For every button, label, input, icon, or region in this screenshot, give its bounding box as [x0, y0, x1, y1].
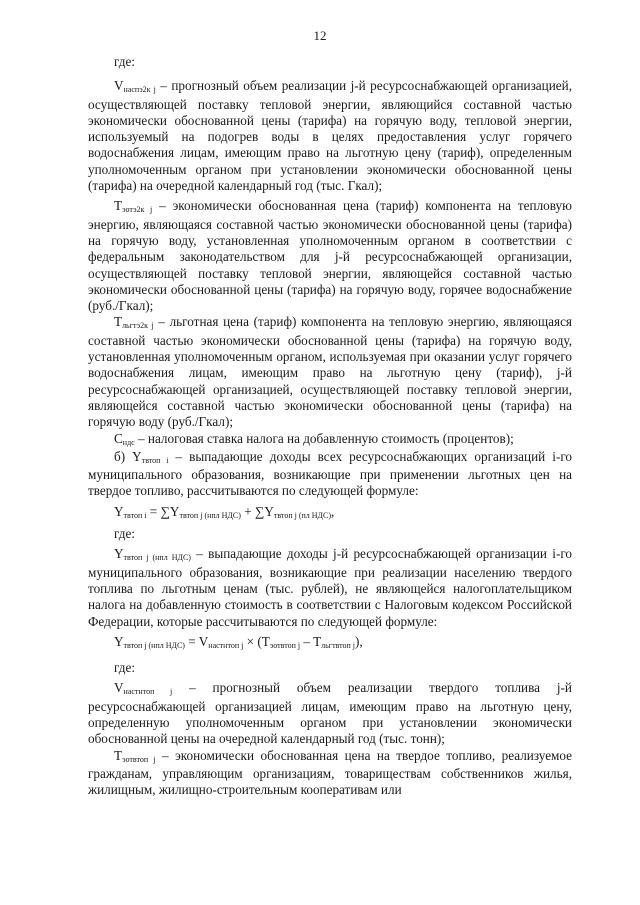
definition-t-economic-fuel-price: Tэотвтоп j – экономически обоснованная цена на твердое топливо, реализуемое гражданам, управляющим организациям, товариществам собственников жилья, жилищным, жилищно-строительным кооперативам или	[88, 747, 573, 798]
where-label-1: где:	[114, 54, 135, 69]
definition-y-lost-income-non-vat: Yтвтоп j (нпл НДС) – выпадающие доходы j-й ресурсоснабжающей организации i-го муниципального образования, возникающие при реализации населению твердого топлива по льготным ценам (тыс. рублей), не являющейся налогоплательщиком налога на добавленную стоимость в соответствии с Налоговым кодексом Российской Федерации, которые рассчитываются по следующей формуле:	[88, 546, 573, 629]
where-label-3: где:	[114, 660, 135, 676]
definition-t-economic-heat-price: Tэотэ2к j – экономически обоснованная цена (тариф) компонента на тепловую энергию, являющаяся составной частью экономически обоснованной цены (тарифа) на горячую воду, установленная уполномоченным органом в соответствии с федеральным законодательством для j-й ресурсоснабжающей организации, осуществляющей поставку тепловой энергии, являющейся составной частью экономически обоснованной цены (тарифа) на горячую воду, горячее водоснабжение (руб./Гкал);	[88, 198, 572, 314]
document-body	[88, 54, 572, 798]
page-number: 12	[313, 28, 327, 43]
formula-total-lost-income: Yтвтоп i = ∑Yтвтоп j (нпл НДС) + ∑Yтвтоп j (пл НДС),	[114, 503, 335, 520]
definition-t-preferential-heat-price: Tльгтэ2к j – льготная цена (тариф) компонента на тепловую энергию, являющаяся составной частью экономически обоснованной цены (тарифа) на горячую воду, установленная уполномоченным органом, используемая при оказании услуг горячего водоснабжения лицам, имеющим право на льготную цену (тариф), j-й ресурсоснабжающей организацией, осуществляющей поставку тепловой энергии, являющейся составной частью экономически обоснованной цены (тарифа) на горячую воду (руб./Гкал);	[88, 314, 572, 430]
definition-v-heat-volume: Vнаспэ2к j – прогнозный объем реализации j-й ресурсоснабжающей организацией, осуществляющей поставку тепловой энергии, являющийся составной частью экономически обоснованной цены (тарифа) на горячую воду, тепловой энергии, используемый на подогрев воды в целях предоставления услуг горячего водоснабжения лицам, имеющим право на льготную цену (тариф), определенным уполномоченным органом при установлении экономически обоснованной цены (тарифа) на очередной календарный год (тыс. Гкал);	[88, 78, 572, 194]
definition-vat-rate: Сндс – налоговая ставка налога на добавленную стоимость (процентов);	[114, 430, 514, 447]
paragraph-b-solid-fuel: б) Yтвтоп i – выпадающие доходы всех ресурсоснабжающих организаций i-го муниципального образования, возникающие при применении льготных цен на твердое топливо, рассчитываются по следующей формуле:	[88, 448, 573, 499]
definition-v-solid-fuel-volume: Vнастнтоп j – прогнозный объем реализации твердого топлива j-й ресурсоснабжающей организацией лицам, имеющим право на льготную цену, определенную уполномоченным органом при установлении экономически обоснованной цены на очередной календарный год (тыс. тонн);	[88, 680, 572, 747]
formula-lost-income-non-vat: Yтвтоп j (нпл НДС) = Vнастнтоп j × (Tэотвтоп j – Tльгтвтоп j),	[114, 633, 363, 650]
where-label-2: где:	[114, 526, 135, 542]
